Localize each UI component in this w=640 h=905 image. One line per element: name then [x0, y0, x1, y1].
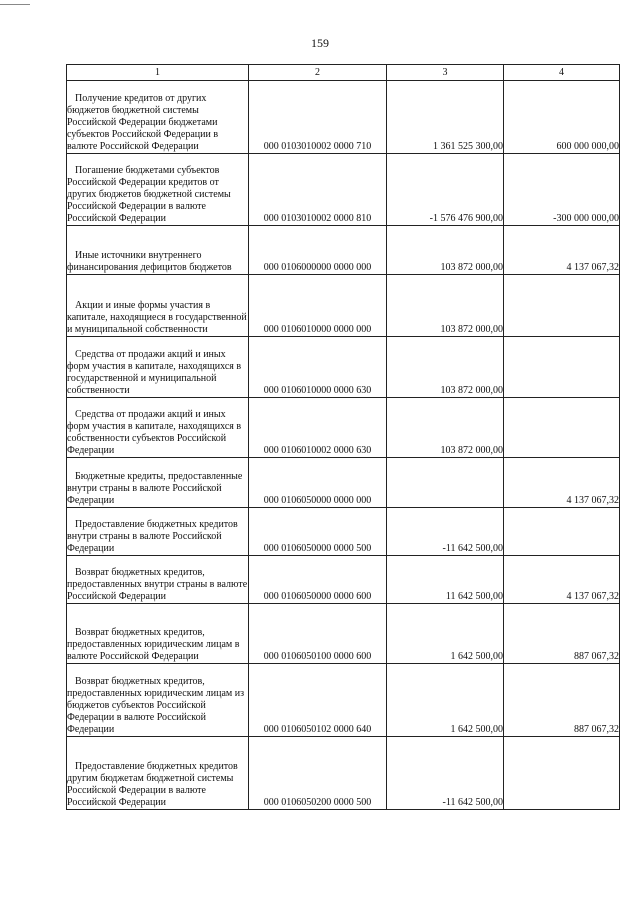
row-name-cell — [67, 508, 249, 556]
row-name: Акции и иные формы участия в капитале, находящиеся в государственной и муниципальной собственности — [67, 300, 247, 335]
table-row — [67, 81, 620, 154]
row-name: Средства от продажи акций и иных форм участия в капитале, находящихся в собственности субъектов Российской Федерации — [67, 409, 242, 456]
row-name: Предоставление бюджетных кредитов другим бюджетам бюджетной системы Российской Федерации в валюте Российской Федерации — [67, 761, 238, 808]
row-name: Иные источники внутреннего финансирования дефицитов бюджетов — [67, 250, 232, 273]
table-row — [67, 604, 620, 664]
budget-code-cell: 000 0106010002 0000 630 — [249, 398, 387, 458]
table-row — [67, 398, 620, 458]
column-header-4: 4 — [504, 65, 620, 81]
row-name-cell — [67, 737, 249, 810]
amount-plan-cell: -1 576 476 900,00 — [387, 154, 504, 226]
row-name: Бюджетные кредиты, предоставленные внутри страны в валюте Российской Федерации — [67, 471, 243, 506]
amount-plan-cell: -11 642 500,00 — [387, 508, 504, 556]
table-row — [67, 737, 620, 810]
budget-code-cell: 000 0106050200 0000 500 — [249, 737, 387, 810]
row-name: Средства от продажи акций и иных форм участия в капитале, находящихся в государственной и муниципальной собственности — [67, 349, 242, 396]
row-name: Предоставление бюджетных кредитов внутри страны в валюте Российской Федерации — [67, 519, 238, 554]
budget-code-cell: 000 0106010000 0000 630 — [249, 337, 387, 398]
row-name-cell — [67, 664, 249, 737]
row-name: Возврат бюджетных кредитов, предоставленных юридическим лицам в валюте Российской Федерации — [67, 627, 240, 662]
amount-fact-cell — [504, 398, 620, 458]
amount-fact-cell — [504, 737, 620, 810]
amount-plan-cell: 1 361 525 300,00 — [387, 81, 504, 154]
table-row — [67, 664, 620, 737]
table-row — [67, 458, 620, 508]
row-name-cell — [67, 556, 249, 604]
budget-code-cell: 000 0106010000 0000 000 — [249, 275, 387, 337]
row-name: Погашение бюджетами субъектов Российской Федерации кредитов от других бюджетов бюджетной системы Российской Федерации в валюте Российской Федерации — [67, 165, 231, 224]
amount-plan-cell: 103 872 000,00 — [387, 226, 504, 275]
row-name-cell — [67, 604, 249, 664]
amount-plan-cell — [387, 458, 504, 508]
row-name-cell — [67, 398, 249, 458]
table-row — [67, 154, 620, 226]
amount-plan-cell: 103 872 000,00 — [387, 337, 504, 398]
table-row — [67, 275, 620, 337]
table-row — [67, 556, 620, 604]
scan-edge-mark — [0, 4, 30, 5]
amount-fact-cell: 600 000 000,00 — [504, 81, 620, 154]
amount-plan-cell: 1 642 500,00 — [387, 664, 504, 737]
row-name: Возврат бюджетных кредитов, предоставленных юридическим лицам из бюджетов субъектов Российской Федерации в валюте Российской Федерации — [67, 676, 245, 735]
amount-plan-cell: 103 872 000,00 — [387, 275, 504, 337]
row-name-cell — [67, 226, 249, 275]
budget-code-cell: 000 0106050000 0000 000 — [249, 458, 387, 508]
budget-sources-table — [66, 64, 620, 810]
amount-fact-cell: 887 067,32 — [504, 664, 620, 737]
budget-code-cell: 000 0106050000 0000 500 — [249, 508, 387, 556]
budget-code-cell: 000 0106000000 0000 000 — [249, 226, 387, 275]
row-name-cell — [67, 81, 249, 154]
budget-code-cell: 000 0106050100 0000 600 — [249, 604, 387, 664]
budget-code-cell: 000 0106050102 0000 640 — [249, 664, 387, 737]
row-name: Получение кредитов от других бюджетов бюджетной системы Российской Федерации бюджетами субъектов Российской Федерации в валюте Российской Федерации — [67, 93, 219, 152]
row-name: Возврат бюджетных кредитов, предоставленных внутри страны в валюте Российской Федерации — [67, 567, 248, 602]
budget-code-cell: 000 0103010002 0000 710 — [249, 81, 387, 154]
column-header-1: 1 — [67, 65, 249, 81]
table-row — [67, 337, 620, 398]
row-name-cell — [67, 337, 249, 398]
budget-code-cell: 000 0103010002 0000 810 — [249, 154, 387, 226]
table-row — [67, 226, 620, 275]
table-row — [67, 508, 620, 556]
amount-plan-cell: 11 642 500,00 — [387, 556, 504, 604]
amount-plan-cell: 1 642 500,00 — [387, 604, 504, 664]
column-header-2: 2 — [249, 65, 387, 81]
amount-fact-cell: 887 067,32 — [504, 604, 620, 664]
row-name-cell — [67, 458, 249, 508]
row-name-cell — [67, 154, 249, 226]
amount-plan-cell: 103 872 000,00 — [387, 398, 504, 458]
amount-plan-cell: -11 642 500,00 — [387, 737, 504, 810]
page-number: 159 — [311, 36, 329, 50]
amount-fact-cell — [504, 337, 620, 398]
amount-fact-cell — [504, 508, 620, 556]
budget-code-cell: 000 0106050000 0000 600 — [249, 556, 387, 604]
row-name-cell — [67, 275, 249, 337]
column-header-3: 3 — [387, 65, 504, 81]
table-header-row — [67, 65, 620, 81]
amount-fact-cell — [504, 275, 620, 337]
amount-fact-cell: -300 000 000,00 — [504, 154, 620, 226]
amount-fact-cell: 4 137 067,32 — [504, 556, 620, 604]
amount-fact-cell: 4 137 067,32 — [504, 458, 620, 508]
amount-fact-cell: 4 137 067,32 — [504, 226, 620, 275]
